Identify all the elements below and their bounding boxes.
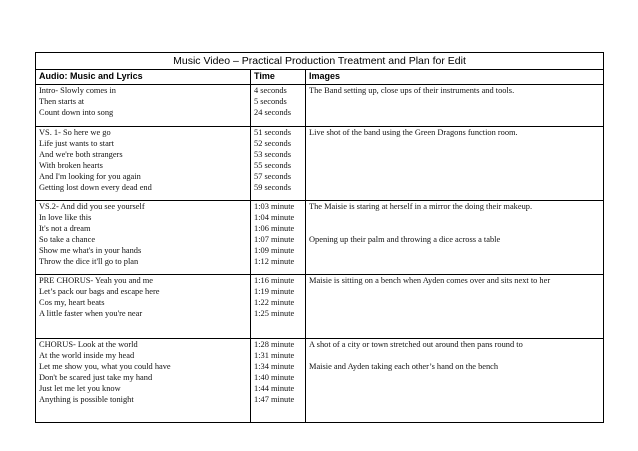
time-value: 1:47 minute (254, 394, 295, 404)
production-plan-table (35, 52, 604, 423)
lyric-line: And we're both strangers (39, 149, 123, 159)
lyric-line: At the world inside my head (39, 350, 135, 360)
table-row (36, 339, 604, 423)
time-value: 1:25 minute (254, 308, 295, 318)
lyric-line: Throw the dice it'll go to plan (39, 256, 139, 266)
images-cell (306, 275, 604, 339)
lyric-line: Let’s pack our bags and escape here (39, 286, 160, 296)
time-value: 1:06 minute (254, 223, 295, 233)
lyrics-cell (36, 85, 251, 127)
lyric-line: Intro- Slowly comes in (39, 86, 116, 95)
lyric-line: Just let me let you know (39, 383, 121, 393)
time-value: 1:16 minute (254, 276, 295, 285)
lyric-line: With broken hearts (39, 160, 103, 170)
time-cell (251, 201, 306, 275)
time-value: 55 seconds (254, 160, 291, 170)
time-value: 59 seconds (254, 182, 291, 192)
time-value: 1:04 minute (254, 212, 295, 222)
header-audio: Audio: Music and Lyrics (36, 70, 251, 85)
table-row (36, 275, 604, 339)
lyric-line: Anything is possible tonight (39, 394, 134, 404)
spacer (309, 213, 600, 224)
image-description: Live shot of the band using the Green Dragons function room. (309, 128, 518, 137)
time-value: 1:07 minute (254, 234, 295, 244)
lyrics-cell (36, 127, 251, 201)
lyric-line: PRE CHORUS- Yeah you and me (39, 276, 153, 285)
time-value: 1:28 minute (254, 340, 295, 349)
time-value: 1:34 minute (254, 361, 295, 371)
lyric-line: Let me show you, what you could have (39, 361, 171, 371)
time-value: 1:03 minute (254, 202, 295, 211)
time-value: 1:12 minute (254, 256, 295, 266)
image-description: The Maisie is staring at herself in a mirror the doing their makeup. (309, 202, 533, 211)
lyric-line: And I'm looking for you again (39, 171, 141, 181)
lyric-line: Then starts at (39, 96, 85, 106)
image-description: Maisie and Ayden taking each other’s hand on the bench (309, 361, 499, 371)
lyrics-cell (36, 339, 251, 423)
spacer (309, 351, 600, 362)
lyric-line: Count down into song (39, 107, 114, 117)
time-value: 1:40 minute (254, 372, 295, 382)
lyric-line: It's not a dream (39, 223, 91, 233)
lyric-line: So take a chance (39, 234, 96, 244)
time-value: 52 seconds (254, 138, 291, 148)
treatment-document (35, 52, 603, 423)
image-description: A shot of a city or town stretched out around then pans round to (309, 340, 523, 349)
time-cell (251, 127, 306, 201)
time-cell (251, 85, 306, 127)
lyrics-cell (36, 201, 251, 275)
lyric-line: Getting lost down every dead end (39, 182, 152, 192)
time-value: 1:44 minute (254, 383, 295, 393)
lyric-line: CHORUS- Look at the world (39, 340, 138, 349)
images-cell (306, 85, 604, 127)
time-value: 1:22 minute (254, 297, 295, 307)
lyric-line: VS.2- And did you see yourself (39, 202, 145, 211)
time-value: 24 seconds (254, 107, 291, 117)
time-cell (251, 275, 306, 339)
header-row (36, 70, 604, 85)
time-value: 57 seconds (254, 171, 291, 181)
time-value: 5 seconds (254, 96, 287, 106)
header-time: Time (251, 70, 306, 85)
table-row (36, 127, 604, 201)
lyrics-cell (36, 275, 251, 339)
image-description: The Band setting up, close ups of their instruments and tools. (309, 86, 515, 95)
time-value: 4 seconds (254, 86, 287, 95)
image-description: Maisie is sitting on a bench when Ayden comes over and sits next to her (309, 276, 551, 285)
lyric-line: Cos my, heart beats (39, 297, 105, 307)
spacer (309, 224, 600, 235)
time-value: 1:09 minute (254, 245, 295, 255)
images-cell (306, 127, 604, 201)
time-cell (251, 339, 306, 423)
lyric-line: A little faster when you're near (39, 308, 143, 318)
time-value: 1:31 minute (254, 350, 295, 360)
lyric-line: VS. 1- So here we go (39, 128, 111, 137)
lyric-line: Life just wants to start (39, 138, 114, 148)
title-row (36, 53, 604, 70)
time-value: 53 seconds (254, 149, 291, 159)
document-title: Music Video – Practical Production Treatment and Plan for Edit (36, 53, 604, 70)
images-cell (306, 201, 604, 275)
table-row (36, 85, 604, 127)
lyric-line: In love like this (39, 212, 92, 222)
time-value: 51 seconds (254, 128, 291, 137)
lyric-line: Show me what's in your hands (39, 245, 142, 255)
image-description: Opening up their palm and throwing a dice across a table (309, 234, 501, 244)
lyric-line: Don't be scared just take my hand (39, 372, 153, 382)
table-row (36, 201, 604, 275)
images-cell (306, 339, 604, 423)
header-images: Images (306, 70, 604, 85)
time-value: 1:19 minute (254, 286, 295, 296)
